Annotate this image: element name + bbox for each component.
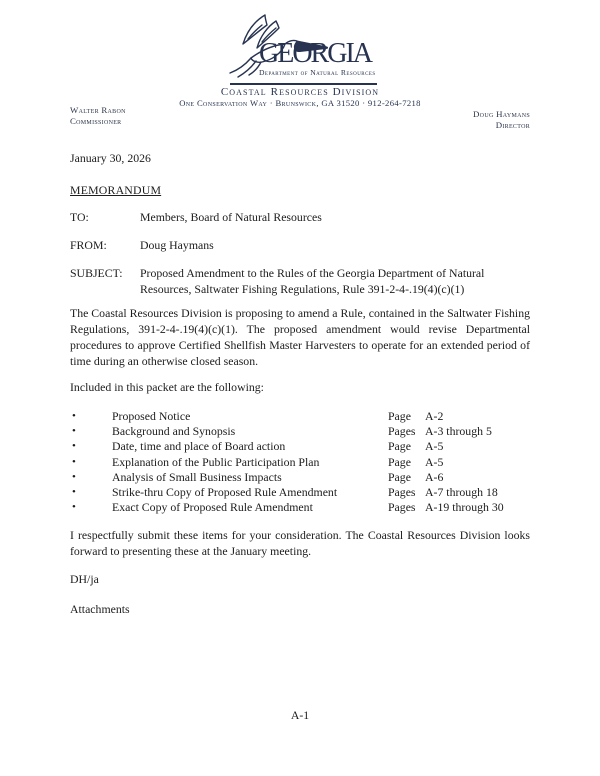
subject-label: SUBJECT: <box>70 266 123 280</box>
item-pages: A-7 through 18 <box>425 485 498 500</box>
item-page-word: Page <box>388 439 411 454</box>
item-pages: A-3 through 5 <box>425 424 492 439</box>
list-item <box>70 500 530 515</box>
packet-list <box>70 409 530 515</box>
attachments-note: Attachments <box>70 602 130 617</box>
bullet-icon: • <box>72 440 76 453</box>
from-field <box>70 237 530 253</box>
list-item <box>70 424 530 439</box>
item-page-word: Pages <box>388 485 416 500</box>
list-item <box>70 470 530 485</box>
subject-field <box>70 265 530 297</box>
commissioner-title: Commissioner <box>70 116 122 126</box>
item-pages: A-6 <box>425 469 444 484</box>
closing-paragraph: I respectfully submit these items for your consideration. The Coastal Resources Division looks forward to presenting these at the January meeting. <box>70 528 530 559</box>
item-label: Date, time and place of Board action <box>112 439 286 454</box>
item-pages: A-2 <box>425 409 444 423</box>
item-pages: A-5 <box>425 439 444 454</box>
bullet-icon: • <box>72 425 76 438</box>
director-name: Doug Haymans <box>473 109 530 119</box>
item-pages: A-5 <box>425 454 444 469</box>
logo-wordmark-block <box>259 38 379 77</box>
division-name: Coastal Resources Division <box>220 86 380 98</box>
memo-content <box>70 150 530 617</box>
director-title: Director <box>495 120 530 130</box>
typist-initials: DH/ja <box>70 572 99 587</box>
commissioner-block <box>70 105 126 127</box>
list-item <box>70 439 530 454</box>
from-value: Doug Haymans <box>140 238 214 252</box>
page-number: A-1 <box>290 708 310 722</box>
item-label: Explanation of the Public Participation Plan <box>112 454 320 469</box>
bullet-icon: • <box>72 486 76 499</box>
list-item <box>70 455 530 470</box>
item-page-word: Pages <box>388 424 416 439</box>
body-paragraph: The Coastal Resources Division is proposing to amend a Rule, contained in the Saltwater Fishing Regulations, 391-2-4-.19(4)(c)(1). The proposed amendment would revise Departmental procedures to approve Certified Shellfish Master Harvesters to operate for an extended period of time during an otherwise closed season. <box>70 306 530 368</box>
georgia-wordmark: GEORGIA <box>259 38 371 69</box>
memo-date: January 30, 2026 <box>70 151 151 165</box>
to-label: TO: <box>70 210 89 224</box>
item-label: Analysis of Small Business Impacts <box>112 469 282 484</box>
bullet-icon: • <box>72 410 76 422</box>
bullet-icon: • <box>72 455 76 468</box>
packet-list-intro: Included in this packet are the following: <box>70 380 264 394</box>
item-page-word: Page <box>388 409 411 423</box>
letterhead-divider <box>230 83 377 85</box>
list-item <box>70 485 530 500</box>
memo-heading: MEMORANDUM <box>70 183 162 197</box>
item-label: Background and Synopsis <box>112 424 236 439</box>
bullet-icon: • <box>72 470 76 483</box>
division-address: One Conservation Way · Brunswick, GA 31520 · 912-264-7218 <box>179 98 421 108</box>
commissioner-name: Walter Rabon <box>70 105 126 115</box>
list-item <box>70 409 530 424</box>
item-page-word: Page <box>388 469 411 484</box>
item-label: Exact Copy of Proposed Rule Amendment <box>112 500 313 515</box>
from-label: FROM: <box>70 238 107 252</box>
item-page-word: Page <box>388 454 411 469</box>
item-page-word: Pages <box>388 500 416 515</box>
bullet-icon: • <box>72 501 76 514</box>
department-name: Department of Natural Resources <box>259 68 376 77</box>
item-label: Proposed Notice <box>112 409 191 423</box>
subject-value: Proposed Amendment to the Rules of the Georgia Department of Natural Resources, Saltwater Fishing Regulations, Rule 391-2-4-.19(4)(c)(1) <box>140 266 485 296</box>
director-block <box>473 109 530 131</box>
item-pages: A-19 through 30 <box>425 500 504 515</box>
to-value: Members, Board of Natural Resources <box>140 210 322 224</box>
letterhead <box>0 0 600 150</box>
item-label: Strike-thru Copy of Proposed Rule Amendment <box>112 485 338 500</box>
to-field <box>70 209 530 225</box>
